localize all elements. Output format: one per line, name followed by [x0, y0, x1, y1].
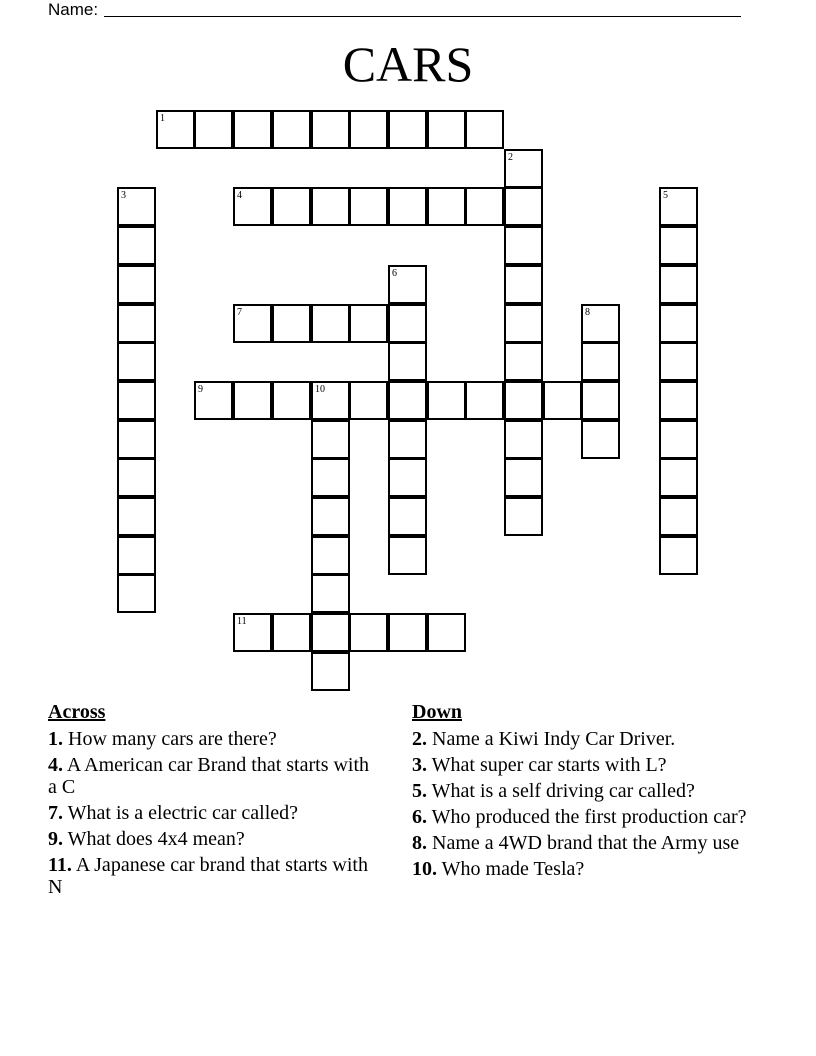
- grid-cell[interactable]: [117, 265, 156, 304]
- grid-cell[interactable]: [388, 187, 427, 226]
- across-clue-4: [48, 754, 378, 798]
- grid-cell[interactable]: [659, 342, 698, 381]
- grid-cell[interactable]: [272, 613, 311, 652]
- grid-cell[interactable]: [659, 420, 698, 459]
- grid-cell[interactable]: [311, 536, 350, 575]
- grid-cell[interactable]: [233, 381, 272, 420]
- clue-text: Who produced the first production car?: [431, 806, 747, 828]
- down-clue-8: [412, 832, 752, 854]
- grid-cell[interactable]: [427, 187, 466, 226]
- across-clue-7: [48, 802, 378, 824]
- clue-text: Name a Kiwi Indy Car Driver.: [432, 728, 676, 750]
- down-clue-3: [412, 754, 752, 776]
- clue-number: 5.: [412, 780, 427, 802]
- down-clues: [412, 701, 752, 884]
- grid-cell[interactable]: [388, 536, 427, 575]
- cell-number: 7: [237, 307, 242, 318]
- grid-cell[interactable]: [388, 265, 427, 304]
- grid-cell[interactable]: [504, 265, 543, 304]
- cell-number: 2: [508, 152, 513, 163]
- grid-cell[interactable]: [272, 304, 311, 343]
- grid-cell[interactable]: [659, 265, 698, 304]
- clue-text: What does 4x4 mean?: [67, 828, 245, 850]
- grid-cell[interactable]: [659, 497, 698, 536]
- grid-cell[interactable]: [659, 536, 698, 575]
- cell-number: 9: [198, 384, 203, 395]
- across-clue-1: [48, 728, 378, 750]
- grid-cell[interactable]: [117, 304, 156, 343]
- grid-cell[interactable]: [233, 110, 272, 149]
- grid-cell[interactable]: [427, 110, 466, 149]
- grid-cell[interactable]: [388, 110, 427, 149]
- grid-cell[interactable]: [388, 497, 427, 536]
- clue-text: What is a self driving car called?: [431, 780, 695, 802]
- grid-cell[interactable]: [117, 458, 156, 497]
- grid-cell[interactable]: [504, 497, 543, 536]
- clue-text: Who made Tesla?: [441, 858, 585, 880]
- grid-cell[interactable]: [117, 226, 156, 265]
- clue-number: 8.: [412, 832, 427, 854]
- grid-cell[interactable]: [117, 342, 156, 381]
- grid-cell[interactable]: [272, 381, 311, 420]
- grid-cell[interactable]: [388, 420, 427, 459]
- grid-cell[interactable]: [349, 613, 388, 652]
- grid-cell[interactable]: [465, 110, 504, 149]
- grid-cell[interactable]: [311, 497, 350, 536]
- clue-number: 4.: [48, 754, 63, 776]
- cell-number: 3: [121, 190, 126, 201]
- grid-cell[interactable]: [233, 187, 272, 226]
- grid-cell[interactable]: [659, 381, 698, 420]
- grid-cell[interactable]: [659, 226, 698, 265]
- grid-cell[interactable]: [465, 381, 504, 420]
- cell-number: 8: [585, 307, 590, 318]
- cell-number: 6: [392, 268, 397, 279]
- down-heading: Down: [412, 701, 463, 723]
- clue-text: What super car starts with L?: [431, 754, 667, 776]
- clue-number: 11.: [48, 854, 72, 876]
- down-clue-10: [412, 858, 752, 880]
- grid-cell[interactable]: [465, 187, 504, 226]
- grid-cell[interactable]: [349, 110, 388, 149]
- clue-number: 3.: [412, 754, 427, 776]
- grid-cell[interactable]: [272, 187, 311, 226]
- grid-cell[interactable]: [659, 458, 698, 497]
- clue-number: 6.: [412, 806, 427, 828]
- clue-number: 10.: [412, 858, 437, 880]
- grid-cell[interactable]: [311, 304, 350, 343]
- grid-cell[interactable]: [117, 381, 156, 420]
- grid-cell[interactable]: [388, 613, 427, 652]
- across-clue-9: [48, 828, 378, 850]
- grid-cell[interactable]: [427, 613, 466, 652]
- cell-number: 11: [237, 616, 247, 627]
- grid-cell[interactable]: [156, 110, 195, 149]
- grid-cell[interactable]: [581, 420, 620, 459]
- grid-cell[interactable]: [349, 304, 388, 343]
- cell-number: 10: [315, 384, 325, 395]
- clue-number: 9.: [48, 828, 63, 850]
- grid-cell[interactable]: [311, 458, 350, 497]
- cell-number: 4: [237, 190, 242, 201]
- grid-cell[interactable]: [388, 381, 427, 420]
- grid-cell[interactable]: [117, 497, 156, 536]
- clue-text: A American car Brand that starts with a C: [48, 754, 370, 798]
- grid-cell[interactable]: [504, 458, 543, 497]
- down-clue-6: [412, 806, 752, 828]
- grid-cell[interactable]: [194, 110, 233, 149]
- down-clue-2: [412, 728, 752, 750]
- clue-text: Name a 4WD brand that the Army use: [432, 832, 740, 854]
- grid-cell[interactable]: [581, 342, 620, 381]
- across-heading: Across: [48, 701, 106, 723]
- grid-cell[interactable]: [504, 149, 543, 188]
- grid-cell[interactable]: [194, 381, 233, 420]
- grid-cell[interactable]: [504, 187, 543, 226]
- grid-cell[interactable]: [349, 187, 388, 226]
- across-clue-11: [48, 854, 378, 898]
- grid-cell[interactable]: [311, 110, 350, 149]
- grid-cell[interactable]: [659, 304, 698, 343]
- grid-cell[interactable]: [311, 187, 350, 226]
- grid-cell[interactable]: [272, 110, 311, 149]
- grid-cell[interactable]: [543, 381, 582, 420]
- grid-cell[interactable]: [117, 574, 156, 613]
- grid-cell[interactable]: [504, 342, 543, 381]
- grid-cell[interactable]: [659, 187, 698, 226]
- grid-cell[interactable]: [233, 304, 272, 343]
- down-clue-5: [412, 780, 752, 802]
- grid-cell[interactable]: [117, 536, 156, 575]
- grid-cell[interactable]: [349, 381, 388, 420]
- name-label: Name:: [48, 0, 99, 19]
- clue-number: 2.: [412, 728, 427, 750]
- grid-cell[interactable]: [504, 381, 543, 420]
- grid-cell[interactable]: [311, 420, 350, 459]
- clue-text: A Japanese car brand that starts with N: [48, 854, 368, 898]
- grid-cell[interactable]: [504, 304, 543, 343]
- clue-number: 1.: [48, 728, 63, 750]
- across-clues: [48, 701, 378, 902]
- grid-cell[interactable]: [117, 187, 156, 226]
- grid-cell[interactable]: [581, 381, 620, 420]
- grid-cell[interactable]: [388, 304, 427, 343]
- grid-cell[interactable]: [233, 613, 272, 652]
- clue-number: 7.: [48, 802, 63, 824]
- cell-number: 5: [663, 190, 668, 201]
- grid-cell[interactable]: [311, 613, 350, 652]
- page-title: CARS: [342, 36, 474, 92]
- grid-cell[interactable]: [311, 574, 350, 613]
- grid-cell[interactable]: [504, 420, 543, 459]
- grid-cell[interactable]: [388, 342, 427, 381]
- grid-cell[interactable]: [311, 381, 350, 420]
- clue-text: What is a electric car called?: [67, 802, 299, 824]
- grid-cell[interactable]: [311, 652, 350, 691]
- cell-number: 1: [160, 113, 165, 124]
- grid-cell[interactable]: [581, 304, 620, 343]
- grid-cell[interactable]: [388, 458, 427, 497]
- grid-cell[interactable]: [504, 226, 543, 265]
- grid-cell[interactable]: [427, 381, 466, 420]
- grid-cell[interactable]: [117, 420, 156, 459]
- clue-text: How many cars are there?: [68, 728, 277, 750]
